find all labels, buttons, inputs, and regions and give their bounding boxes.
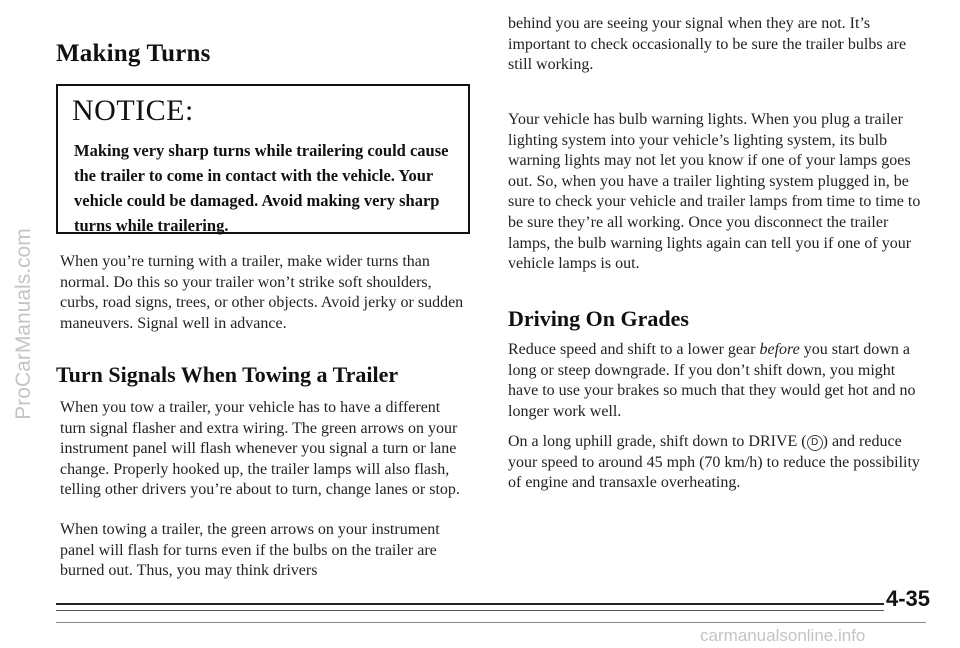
heading-driving-on-grades: Driving On Grades [508, 306, 689, 331]
paragraph-turning: When you’re turning with a trailer, make wider turns than normal. Do this so your trailer won’t strike soft shoulders, curbs, road signs, trees, or other objects. Avoid jerky or sudden maneuvers. Signal well in advance. [60, 253, 464, 332]
notice-body: Making very sharp turns while trailering could cause the trailer to come in contact with the vehicle. Your vehicle could be damaged. Avoid making very sharp turns while trailering. [74, 141, 449, 235]
heading-making-turns: Making Turns [56, 40, 211, 67]
paragraph-bulb-warning: Your vehicle has bulb warning lights. When you plug a trailer lighting system into your vehicle’s lighting system, its bulb warning lights may not let you know if one of your lamps goes out. So, when you have a trailer lighting system plugged in, be sure to check your vehicle and trailer lamps from time to time to be sure they’re all working. Once you disconnect the trailer lamps, the bulb warning lights again can tell you if one of your vehicle lamps is out. [508, 111, 921, 273]
footer-rule-bottom [56, 622, 926, 623]
paragraph-reduce-speed [508, 340, 928, 422]
notice-box [56, 84, 470, 234]
uphill-text-start: On a long uphill grade, shift down to DRIVE ( [508, 433, 807, 450]
footer-rule-middle [56, 610, 926, 611]
footer-rule-top [56, 603, 926, 605]
uphill-text-end: ) and reduce your speed to around 45 mph (70 km/h) to reduce the possibility of engine and transaxle overheating. [508, 433, 920, 492]
reduce-text-start: Reduce speed and shift to a lower gear [508, 341, 760, 358]
reduce-text-end: you start down a long or steep downgrade. If you don’t shift down, you might have to use your brakes so much that they would get hot and no longer work well. [508, 341, 916, 420]
paragraph-tow: When you tow a trailer, your vehicle has to have a different turn signal flasher and extra wiring. The green arrows on your instrument panel will flash whenever you signal a turn or lane change. Properly hooked up, the trailer lamps will also flash, telling other drivers you’re about to turn, change lanes or stop. [60, 399, 460, 499]
paragraph-uphill [508, 432, 928, 494]
side-watermark-text: ProCarManuals.com [12, 228, 35, 420]
heading-turn-signals: Turn Signals When Towing a Trailer [56, 362, 399, 387]
notice-title: NOTICE: [72, 94, 194, 127]
side-watermark [0, 0, 48, 648]
page-number: 4-35 [886, 586, 931, 611]
paragraph-continued: behind you are seeing your signal when they are not. It’s important to check occasionally to be sure the trailer bulbs are still working. [508, 15, 907, 74]
drive-symbol-icon: D [807, 435, 823, 451]
reduce-text-italic: before [759, 341, 800, 358]
bottom-watermark: carmanualsonline.info [700, 626, 866, 645]
paragraph-towing: When towing a trailer, the green arrows on your instrument panel will flash for turns even if the bulbs on the trailer are burned out. Thus, you may think drivers [60, 521, 440, 580]
